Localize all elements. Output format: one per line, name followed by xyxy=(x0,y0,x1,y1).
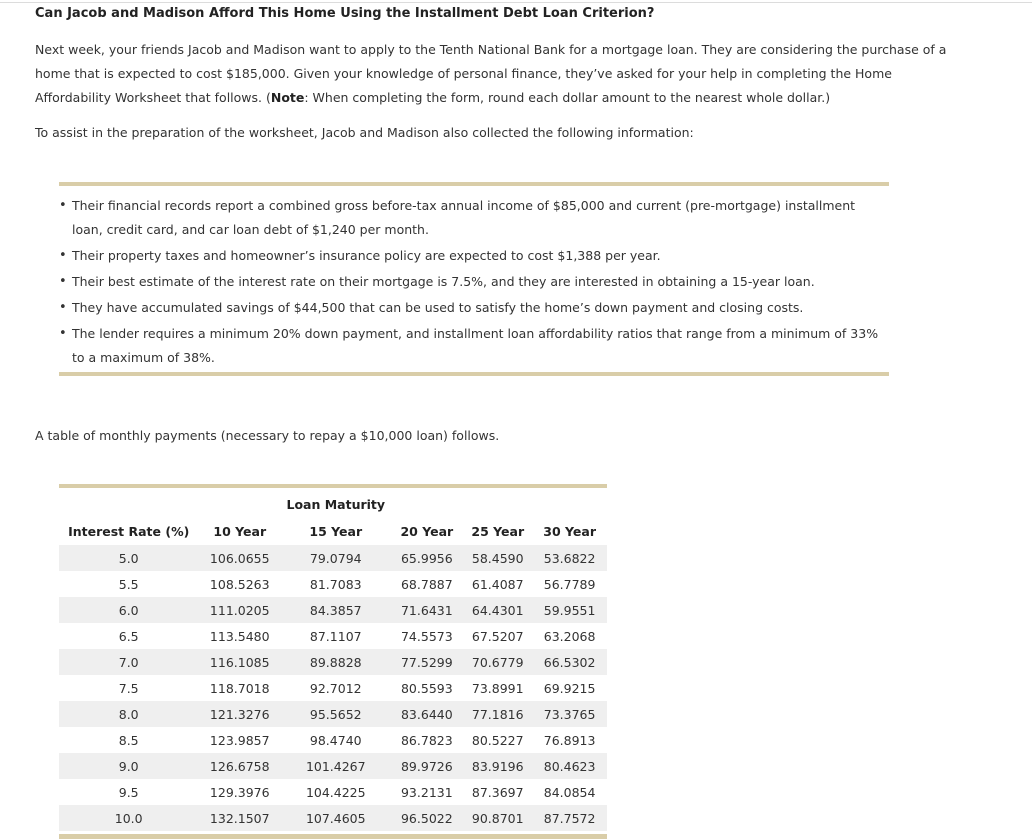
table-row xyxy=(59,779,607,805)
table-row xyxy=(59,545,607,571)
payment-cell: 116.1085 xyxy=(198,649,281,675)
payment-cell: 108.5263 xyxy=(209,576,270,592)
payment-cell: 76.8913 xyxy=(543,732,596,748)
bullet-icon: • xyxy=(59,248,67,263)
table-row xyxy=(59,805,607,831)
payment-cell: 129.3976 xyxy=(209,784,270,800)
payment-cell: 126.6758 xyxy=(198,753,281,779)
payment-cell: 87.1107 xyxy=(309,628,362,644)
interest-rate-cell: 8.0 xyxy=(59,701,198,727)
payment-table xyxy=(59,488,607,831)
empty-header-cell xyxy=(198,488,281,517)
payment-cell: 80.5593 xyxy=(400,680,453,696)
table-intro: A table of monthly payments (necessary to repay a $10,000 loan) follows. xyxy=(35,428,500,443)
column-header-row xyxy=(59,517,607,545)
table-row xyxy=(59,675,607,701)
payment-cell: 70.6779 xyxy=(463,649,532,675)
info-list-item xyxy=(59,322,889,370)
column-header: 15 Year xyxy=(309,523,363,539)
bullet-icon: • xyxy=(59,274,67,289)
empty-header-cell xyxy=(532,488,607,517)
info-list-item xyxy=(59,194,889,242)
payment-cell: 111.0205 xyxy=(198,597,281,623)
column-header: 10 Year xyxy=(213,523,267,539)
table-row xyxy=(59,649,607,675)
column-header: 20 Year xyxy=(400,523,454,539)
payment-cell: 113.5480 xyxy=(209,628,270,644)
interest-rate-cell: 9.0 xyxy=(59,753,198,779)
interest-rate-cell: 6.0 xyxy=(59,597,198,623)
payment-cell: 118.7018 xyxy=(209,680,270,696)
payment-cell: 80.4623 xyxy=(532,753,607,779)
page-title: Can Jacob and Madison Afford This Home Using the Installment Debt Loan Criterion? xyxy=(35,6,655,21)
table-row xyxy=(59,571,607,597)
payment-cell: 77.5299 xyxy=(390,649,463,675)
empty-header-cell xyxy=(463,488,532,517)
payment-cell: 71.6431 xyxy=(390,597,463,623)
payment-cell: 80.5227 xyxy=(471,732,524,748)
payment-cell: 96.5022 xyxy=(390,805,463,831)
payment-cell: 89.8828 xyxy=(281,649,390,675)
interest-rate-cell: 10.0 xyxy=(59,805,198,831)
payment-cell: 121.3276 xyxy=(198,701,281,727)
payment-cell: 68.7887 xyxy=(400,576,453,592)
payment-cell: 83.9196 xyxy=(463,753,532,779)
top-divider xyxy=(0,2,1032,3)
info-list xyxy=(59,194,889,372)
payment-cell: 61.4087 xyxy=(471,576,524,592)
payment-cell: 53.6822 xyxy=(532,545,607,571)
interest-rate-cell: 8.5 xyxy=(118,732,139,748)
payment-cell: 79.0794 xyxy=(281,545,390,571)
payment-cell: 58.4590 xyxy=(463,545,532,571)
payment-cell: 67.5207 xyxy=(471,628,524,644)
intro-text: Next week, your friends Jacob and Madison want to apply to the Tenth National Bank for a mortgage loan. They are considering the purchase of a home that is expected to cost $185,000. Given your knowledge of personal finance, they’ve asked for your help in completing the Home Affordability Worksheet that follows. ( xyxy=(35,42,947,105)
payment-cell: 66.5302 xyxy=(532,649,607,675)
assist-paragraph: To assist in the preparation of the worksheet, Jacob and Madison also collected the following information: xyxy=(35,125,694,140)
info-item-text: They have accumulated savings of $44,500 that can be used to satisfy the home’s down payment and closing costs. xyxy=(72,300,804,315)
interest-rate-cell: 7.0 xyxy=(59,649,198,675)
bullet-icon: • xyxy=(59,326,67,341)
payment-cell: 101.4267 xyxy=(281,753,390,779)
payment-cell: 77.1816 xyxy=(463,701,532,727)
bullet-icon: • xyxy=(59,198,67,213)
payment-cell: 104.4225 xyxy=(305,784,366,800)
payment-table-wrapper xyxy=(59,484,607,831)
table-row xyxy=(59,701,607,727)
payment-cell: 65.9956 xyxy=(390,545,463,571)
interest-rate-cell: 7.5 xyxy=(118,680,139,696)
payment-cell: 69.9215 xyxy=(543,680,596,696)
bullet-icon: • xyxy=(59,300,67,315)
info-box xyxy=(59,182,889,376)
payment-cell: 107.4605 xyxy=(281,805,390,831)
payment-cell: 84.0854 xyxy=(543,784,596,800)
column-header: 25 Year xyxy=(471,523,525,539)
info-list-item xyxy=(59,270,889,294)
payment-cell: 87.3697 xyxy=(471,784,524,800)
payment-cell: 95.5652 xyxy=(281,701,390,727)
payment-cell: 83.6440 xyxy=(390,701,463,727)
table-row xyxy=(59,753,607,779)
column-header: 30 Year xyxy=(543,523,596,539)
payment-cell: 90.8701 xyxy=(463,805,532,831)
payment-cell: 81.7083 xyxy=(309,576,362,592)
payment-cell: 64.4301 xyxy=(463,597,532,623)
payment-cell: 87.7572 xyxy=(532,805,607,831)
payment-cell: 86.7823 xyxy=(400,732,453,748)
interest-rate-cell: 5.5 xyxy=(118,576,139,592)
payment-cell: 98.4740 xyxy=(309,732,362,748)
payment-cell: 106.0655 xyxy=(198,545,281,571)
column-header: Interest Rate (%) xyxy=(68,523,190,539)
payment-cell: 84.3857 xyxy=(281,597,390,623)
info-item-text: The lender requires a minimum 20% down payment, and installment loan affordability ratios that range from a minimum of 33% to a maximum of 38%. xyxy=(72,326,879,365)
table-bottom-border xyxy=(59,834,607,839)
info-list-item xyxy=(59,296,889,320)
info-item-text: Their best estimate of the interest rate on their mortgage is 7.5%, and they are interested in obtaining a 15-year loan. xyxy=(72,274,815,289)
payment-cell: 92.7012 xyxy=(309,680,362,696)
info-list-item xyxy=(59,244,889,268)
payment-cell: 63.2068 xyxy=(543,628,596,644)
empty-header-cell xyxy=(390,488,463,517)
payment-cell: 56.7789 xyxy=(543,576,596,592)
intro-text-after-note: : When completing the form, round each dollar amount to the nearest whole dollar.) xyxy=(304,90,831,105)
payment-cell: 89.9726 xyxy=(390,753,463,779)
empty-header-cell xyxy=(59,488,198,517)
payment-cell: 73.8991 xyxy=(471,680,524,696)
loan-maturity-header: Loan Maturity xyxy=(286,496,386,512)
intro-paragraph xyxy=(35,38,965,110)
interest-rate-cell: 5.0 xyxy=(59,545,198,571)
payment-cell: 59.9551 xyxy=(532,597,607,623)
payment-table-body xyxy=(59,545,607,831)
payment-cell: 74.5573 xyxy=(400,628,453,644)
payment-cell: 123.9857 xyxy=(209,732,270,748)
table-row xyxy=(59,727,607,753)
info-item-text: Their financial records report a combined gross before-tax annual income of $85,000 and current (pre-mortgage) installment loan, credit card, and car loan debt of $1,240 per month. xyxy=(72,198,856,237)
table-row xyxy=(59,597,607,623)
interest-rate-cell: 9.5 xyxy=(118,784,139,800)
payment-cell: 73.3765 xyxy=(532,701,607,727)
info-item-text: Their property taxes and homeowner’s insurance policy are expected to cost $1,388 per year. xyxy=(72,248,661,263)
table-row xyxy=(59,623,607,649)
interest-rate-cell: 6.5 xyxy=(118,628,139,644)
payment-cell: 93.2131 xyxy=(400,784,453,800)
note-label: Note xyxy=(270,90,305,105)
payment-cell: 132.1507 xyxy=(198,805,281,831)
